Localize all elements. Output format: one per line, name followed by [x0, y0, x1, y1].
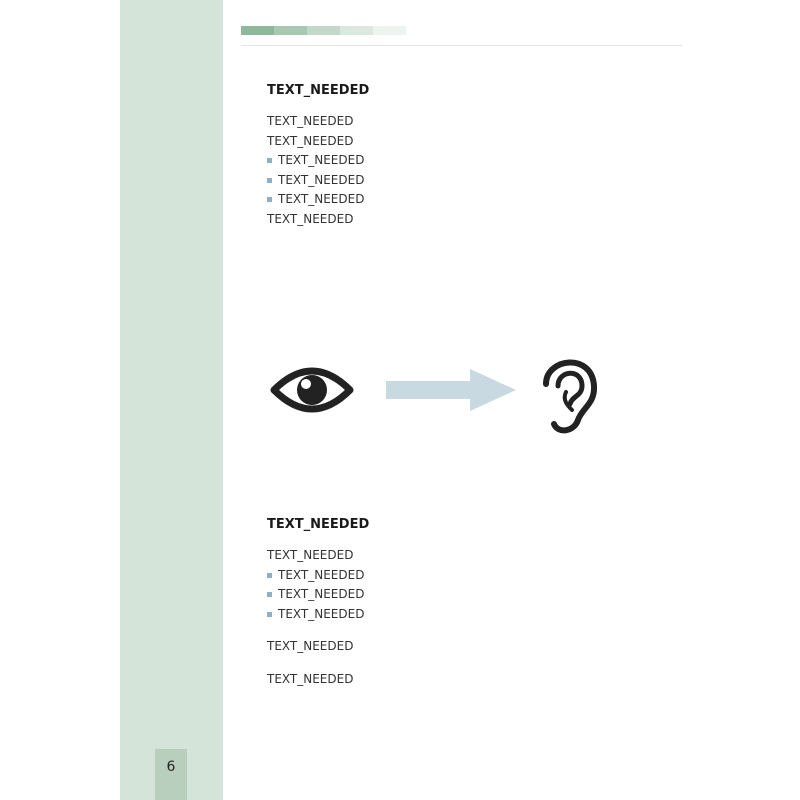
square-bullet-icon: [267, 612, 272, 617]
top-bar-segment: [307, 26, 340, 35]
paragraph-spacer: [241, 657, 634, 670]
section-2-title: TEXT_NEEDED: [267, 517, 370, 532]
list-item: [267, 171, 634, 191]
eye-to-ear-diagram: [270, 348, 600, 438]
list-item-text: TEXT_NEEDED: [278, 606, 365, 621]
arrow-right-icon: [386, 369, 516, 411]
section-2-bullet-list: [241, 566, 634, 625]
list-item-text: TEXT_NEEDED: [278, 172, 365, 187]
paragraph-spacer: [241, 624, 634, 637]
top-bar-segment: [241, 26, 274, 35]
list-item: [267, 566, 634, 586]
ear-icon: [546, 362, 594, 430]
section-2: [241, 516, 634, 689]
square-bullet-icon: [267, 592, 272, 597]
top-bar-segment: [373, 26, 406, 35]
top-gradient-bar: [241, 26, 406, 35]
header-rule: [241, 45, 682, 46]
section-2-intro-paragraph: TEXT_NEEDED: [267, 548, 354, 562]
page-number-tab: [155, 749, 187, 800]
list-item-text: TEXT_NEEDED: [278, 567, 365, 582]
top-bar-segment: [340, 26, 373, 35]
list-item-text: TEXT_NEEDED: [278, 153, 365, 167]
square-bullet-icon: [267, 573, 272, 578]
section-1-bullet-list: [241, 151, 634, 210]
section-1-paragraph: TEXT_NEEDED: [267, 114, 354, 128]
eye-icon: [274, 371, 350, 409]
top-bar-segment: [274, 26, 307, 35]
list-item: [267, 151, 634, 171]
section-1-closing-paragraph: TEXT_NEEDED: [267, 211, 354, 226]
section-2-paragraph: TEXT_NEEDED: [267, 639, 354, 653]
section-1-title: TEXT_NEEDED: [267, 83, 370, 98]
square-bullet-icon: [267, 178, 272, 183]
left-sidebar-band: [120, 0, 223, 800]
list-item-text: TEXT_NEEDED: [278, 587, 365, 601]
page-number: 6: [166, 759, 176, 775]
list-item: [267, 585, 634, 605]
section-1-paragraph: TEXT_NEEDED: [267, 133, 354, 148]
list-item: [267, 190, 634, 210]
square-bullet-icon: [267, 158, 272, 163]
section-1: [241, 82, 634, 229]
square-bullet-icon: [267, 197, 272, 202]
list-item: [267, 605, 634, 625]
section-2-paragraph: TEXT_NEEDED: [267, 671, 354, 686]
list-item-text: TEXT_NEEDED: [278, 192, 365, 206]
